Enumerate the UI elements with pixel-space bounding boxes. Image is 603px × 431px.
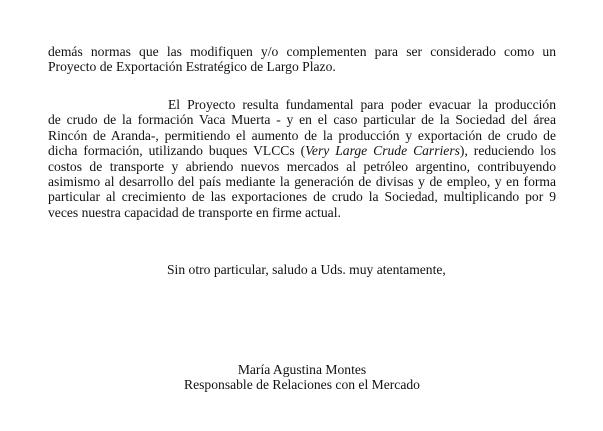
closing-salutation: Sin otro particular, saludo a Uds. muy atentamente, [167,262,446,277]
italic-term: Very Large Crude Carriers [305,143,460,159]
paragraph-line: demás normas que las modifiquen y/o complementen para ser considerado como un [48,44,556,59]
paragraph-project-description [48,97,556,220]
paragraph-line: de crudo de la formación Vaca Muerta - y en el caso particular de la Sociedad del área [48,112,556,128]
signatory-name: María Agustina Montes [237,362,367,377]
paragraph-line: Rincón de Aranda-, permitiendo el aumento de la producción y exportación de crudo de [48,127,556,143]
paragraph-line: Proyecto de Exportación Estratégico de Largo Plazo. [48,59,336,75]
paragraph-line: costos de transporte y abriendo nuevos mercados al petróleo argentino, contribuyendo [48,158,556,174]
signature-block [150,362,454,393]
paragraph-line: veces nuestra capacidad de transporte en firme actual. [48,204,341,220]
paragraph-export-project [48,44,556,75]
paragraph-line: particular al crecimiento de las exportaciones de crudo la Sociedad, multiplicando por 9 [48,189,556,205]
paragraph-text: ), reduciendo los [459,143,556,159]
signatory-title: Responsable de Relaciones con el Mercado [184,377,420,393]
paragraph-line: asimismo al desarrollo del país mediante la generación de divisas y de empleo, y en forma [48,174,556,190]
paragraph-text: dicha formación, utilizando buques VLCCs ( [48,143,306,159]
paragraph-line: El Proyecto resulta fundamental para poder evacuar la producción [168,97,556,112]
paragraph-line [48,143,556,158]
